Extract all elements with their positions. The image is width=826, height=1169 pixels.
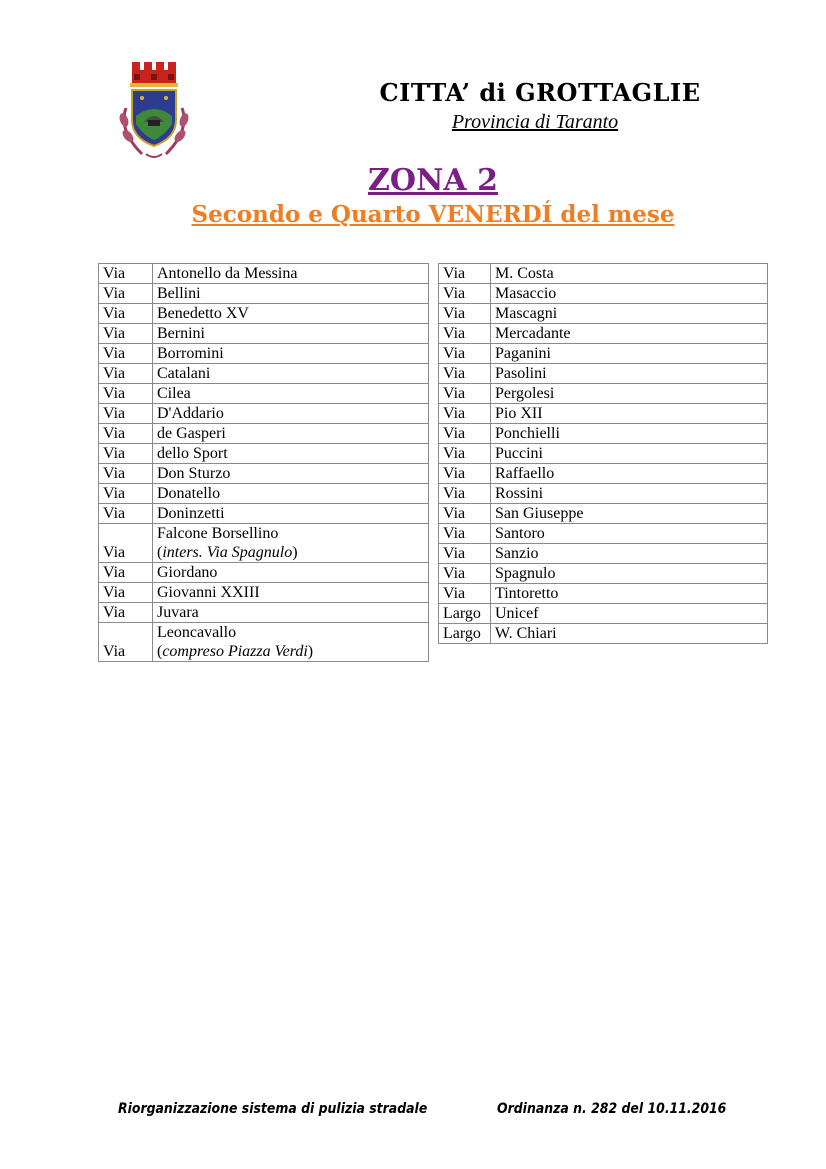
street-name-cell: [153, 464, 429, 484]
street-name-cell: [491, 304, 768, 324]
street-table-right: [438, 263, 768, 644]
street-type: Via: [99, 404, 153, 424]
street-type: Via: [439, 364, 491, 384]
province-subtitle: Provincia di Taranto: [451, 111, 619, 133]
street-name: Bernini: [157, 325, 205, 342]
street-name-cell: [491, 604, 768, 624]
table-row: [99, 384, 429, 404]
table-row: [439, 424, 768, 444]
street-name-cell: [491, 584, 768, 604]
street-name: Mercadante: [495, 325, 571, 342]
street-name-cell: [153, 364, 429, 384]
street-name: W. Chiari: [495, 625, 557, 642]
street-name-cell: [153, 304, 429, 324]
street-type: Via: [439, 444, 491, 464]
street-type: Via: [439, 284, 491, 304]
street-type: Via: [99, 364, 153, 384]
street-name: Unicef: [495, 605, 539, 622]
table-row: [99, 404, 429, 424]
street-name-cell: [491, 384, 768, 404]
street-name: Donatello: [157, 485, 221, 502]
table-row: [99, 424, 429, 444]
table-row: [439, 384, 768, 404]
street-type: Via: [99, 563, 153, 583]
note-paren-open: (: [157, 643, 163, 660]
street-type: Via: [99, 603, 153, 623]
table-row: [99, 344, 429, 364]
street-name: Tintoretto: [495, 585, 559, 602]
city-title: CITTA’ di GROTTAGLIE: [379, 78, 701, 107]
street-name-cell: [153, 623, 429, 662]
street-type: Via: [99, 424, 153, 444]
table-row: [439, 364, 768, 384]
street-type: Via: [439, 304, 491, 324]
street-name: de Gasperi: [157, 425, 226, 442]
street-name-cell: [153, 324, 429, 344]
street-name: Antonello da Messina: [157, 265, 298, 282]
street-name: San Giuseppe: [495, 505, 584, 522]
note-paren-close: ): [307, 643, 314, 660]
street-type: Via: [439, 484, 491, 504]
street-name-cell: [491, 324, 768, 344]
street-type: Via: [99, 623, 153, 662]
footer-ordinance: Ordinanza n. 282 del 10.11.2016: [497, 1101, 727, 1117]
street-type: Via: [439, 544, 491, 564]
street-type: Via: [99, 324, 153, 344]
street-name: dello Sport: [157, 445, 228, 462]
street-name: Bellini: [157, 285, 201, 302]
street-type: Via: [99, 304, 153, 324]
street-type: Via: [99, 484, 153, 504]
street-name: Benedetto XV: [157, 305, 249, 322]
table-row: [439, 524, 768, 544]
table-row: [99, 444, 429, 464]
table-row: [99, 364, 429, 384]
table-row: [439, 324, 768, 344]
street-name-cell: [491, 564, 768, 584]
street-name: Giordano: [157, 564, 218, 581]
table-row: [439, 284, 768, 304]
street-type: Via: [99, 583, 153, 603]
street-name-cell: [153, 563, 429, 583]
street-name: Falcone Borsellino: [157, 525, 279, 542]
table-row: [99, 484, 429, 504]
street-name-cell: [153, 264, 429, 284]
table-row: [439, 564, 768, 584]
street-name-cell: [153, 524, 429, 563]
street-type: Via: [99, 344, 153, 364]
street-name-cell: [491, 464, 768, 484]
table-row: [99, 623, 429, 662]
street-name: Cilea: [157, 385, 191, 402]
street-name-cell: [491, 364, 768, 384]
table-row: [439, 264, 768, 284]
street-type: Via: [99, 264, 153, 284]
street-type: Via: [439, 464, 491, 484]
street-name: Ponchielli: [495, 425, 560, 442]
street-name-cell: [491, 424, 768, 444]
street-name-cell: [153, 284, 429, 304]
table-row: [439, 484, 768, 504]
table-row: [439, 584, 768, 604]
table-row: [99, 304, 429, 324]
street-type: Via: [439, 584, 491, 604]
table-row: [439, 464, 768, 484]
street-type: Largo: [439, 604, 491, 624]
street-name-cell: [491, 444, 768, 464]
street-name-cell: [491, 344, 768, 364]
table-row: [439, 404, 768, 424]
street-name: Sanzio: [495, 545, 539, 562]
street-name-cell: [153, 344, 429, 364]
street-type: Via: [439, 344, 491, 364]
street-type: Via: [439, 324, 491, 344]
street-name: Leoncavallo: [157, 624, 237, 641]
note-paren-open: (: [157, 544, 163, 561]
street-type: Via: [99, 284, 153, 304]
street-type: Via: [99, 444, 153, 464]
street-type: Via: [439, 264, 491, 284]
table-row: [439, 444, 768, 464]
table-row: [99, 264, 429, 284]
street-type: Via: [99, 464, 153, 484]
street-name-cell: [153, 583, 429, 603]
street-name-cell: [153, 603, 429, 623]
street-name-cell: [491, 504, 768, 524]
street-type: Via: [99, 504, 153, 524]
street-type: Via: [439, 404, 491, 424]
street-name-cell: [153, 484, 429, 504]
street-name-cell: [153, 424, 429, 444]
street-name-cell: [491, 284, 768, 304]
table-row: [439, 504, 768, 524]
zone-schedule: Secondo e Quarto VENERDÍ del mese: [191, 201, 675, 228]
street-name-cell: [153, 404, 429, 424]
street-name: Raffaello: [495, 465, 555, 482]
street-name: Rossini: [495, 485, 544, 502]
footer-description: Riorganizzazione sistema di pulizia stradale: [118, 1101, 428, 1117]
table-row: [99, 563, 429, 583]
street-name: D'Addario: [157, 405, 224, 422]
street-table-left: [98, 263, 429, 662]
street-name: Giovanni XXIII: [157, 584, 260, 601]
table-row: [439, 604, 768, 624]
street-name-cell: [491, 624, 768, 644]
table-row: [99, 324, 429, 344]
table-row: [439, 304, 768, 324]
table-row: [439, 624, 768, 644]
street-type: Via: [99, 524, 153, 563]
street-type: Via: [439, 384, 491, 404]
street-name: Paganini: [495, 345, 551, 362]
street-name-cell: [491, 484, 768, 504]
table-row: [99, 603, 429, 623]
street-name: Catalani: [157, 365, 211, 382]
street-type: Via: [99, 384, 153, 404]
zone-title: ZONA 2: [367, 163, 499, 198]
table-row: [99, 504, 429, 524]
street-type: Largo: [439, 624, 491, 644]
note-paren-close: ): [292, 544, 298, 561]
street-type: Via: [439, 524, 491, 544]
street-type: Via: [439, 424, 491, 444]
street-name-cell: [491, 264, 768, 284]
street-name: M. Costa: [495, 265, 554, 282]
street-name: Santoro: [495, 525, 545, 542]
coat-of-arms-icon: [112, 58, 196, 166]
street-name: Mascagni: [495, 305, 558, 322]
street-name: Pergolesi: [495, 385, 555, 402]
street-name-cell: [153, 384, 429, 404]
street-type: Via: [439, 504, 491, 524]
table-row: [99, 284, 429, 304]
street-name: Don Sturzo: [157, 465, 231, 482]
street-type: Via: [439, 564, 491, 584]
street-name: Spagnulo: [495, 565, 556, 582]
street-name: Borromini: [157, 345, 224, 362]
street-name: Juvara: [157, 604, 199, 621]
street-note: compreso Piazza Verdi: [162, 643, 308, 660]
street-name-cell: [153, 444, 429, 464]
street-name: Pasolini: [495, 365, 547, 382]
street-name: Masaccio: [495, 285, 557, 302]
street-note: inters. Via Spagnulo: [162, 544, 293, 561]
street-name-cell: [153, 504, 429, 524]
street-name-cell: [491, 544, 768, 564]
street-name-cell: [491, 524, 768, 544]
street-name-cell: [491, 404, 768, 424]
table-row: [99, 524, 429, 563]
table-row: [99, 583, 429, 603]
table-row: [439, 544, 768, 564]
table-row: [99, 464, 429, 484]
table-row: [439, 344, 768, 364]
street-name: Puccini: [495, 445, 543, 462]
street-name: Doninzetti: [157, 505, 225, 522]
street-name: Pio XII: [495, 405, 543, 422]
